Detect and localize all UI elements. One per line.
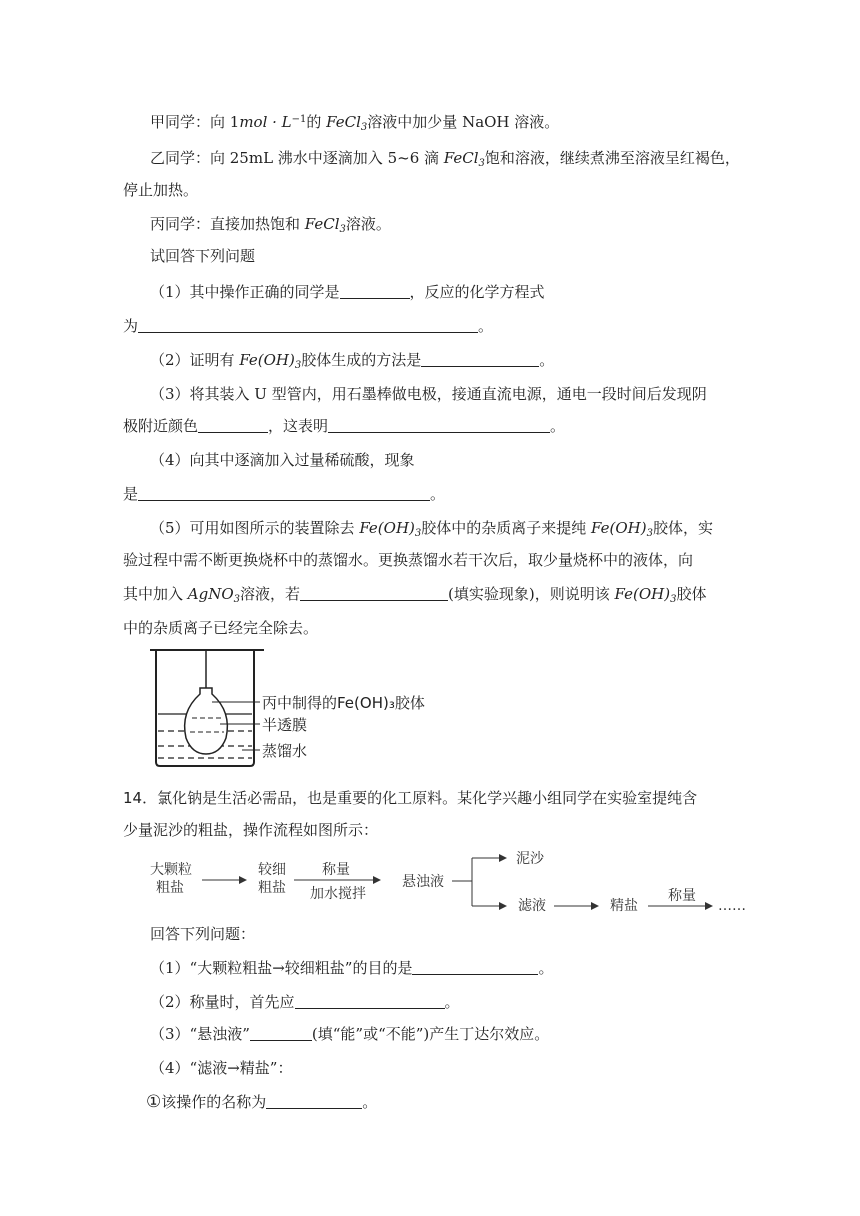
fecl3-formula: FeCl$_3$ — [304, 215, 346, 235]
answer-blank[interactable] — [412, 959, 538, 975]
q13-5-text-i: 中的杂质离子已经完全除去。 — [123, 619, 319, 637]
flow-diagram — [140, 846, 760, 918]
q13-5-cont1 — [123, 550, 693, 570]
question-number: 14． — [123, 789, 158, 807]
q14-3-line — [150, 1024, 549, 1044]
answer-blank[interactable] — [266, 1093, 362, 1109]
yi-text: 乙同学：向 25mL 沸水中逐滴加入 5~6 滴 — [150, 149, 444, 167]
answer-blank[interactable] — [198, 417, 268, 433]
bing-text: 丙同学：直接加热饱和 — [150, 215, 305, 233]
answer-blank[interactable] — [250, 1025, 312, 1041]
q13-1-cont — [123, 316, 493, 336]
q13-3-text-b: 极附近颜色 — [123, 417, 199, 435]
prompt-line — [150, 246, 255, 266]
q13-4-line — [150, 450, 415, 470]
bing-suffix: 溶液。 — [345, 215, 391, 233]
q14-intro-cont — [123, 820, 378, 840]
answer-blank[interactable] — [340, 283, 410, 299]
jia-line — [150, 112, 559, 132]
yi-suffix: 饱和溶液，继续煮沸至溶液呈红褐色， — [484, 149, 740, 167]
q13-4-text-b: 是 — [123, 485, 139, 503]
q13-4-text: （4）向其中逐滴加入过量稀硫酸，现象 — [150, 451, 415, 469]
yi-cont: 停止加热。 — [123, 181, 199, 199]
answer-blank[interactable] — [421, 351, 539, 367]
q13-5-text-e: 其中加入 — [123, 585, 188, 603]
q13-5-text-f: 溶液，若 — [240, 585, 301, 603]
answer-prompt — [150, 924, 255, 944]
circled-number: ① — [146, 1092, 162, 1112]
q13-1-text: （1）其中操作正确的同学是 — [150, 283, 340, 301]
q13-3-cont — [123, 416, 565, 436]
answer-prompt-text: 回答下列问题： — [150, 925, 256, 943]
q13-2-text-c: 。 — [539, 351, 555, 369]
q13-3-text: （3）将其装入 U 型管内，用石墨棒做电极，接通直流电源，通电一段时间后发现阴 — [150, 385, 707, 403]
q14-4-1-text-b: 。 — [362, 1093, 378, 1111]
yi-line — [150, 148, 740, 168]
q14-intro-2: 少量泥沙的粗盐，操作流程如图所示： — [123, 821, 379, 839]
q14-2-text-b: 。 — [444, 993, 460, 1011]
q14-3-text: （3）“悬浊液” — [150, 1025, 250, 1043]
q13-5-text-h: 胶体 — [676, 585, 707, 603]
flow-node-refined-salt: 精盐 — [610, 898, 638, 914]
q13-5-cont3 — [123, 618, 318, 638]
q13-4-text-c: 。 — [430, 485, 446, 503]
q13-1-text-b: ，反应的化学方程式 — [409, 283, 545, 301]
yi-cont-line — [123, 180, 198, 200]
q13-5-cont2 — [123, 584, 706, 604]
feoh3-formula: $Fe(OH)_3$ — [591, 519, 653, 539]
flow-step-dissolve: 加水搅拌 — [310, 886, 366, 902]
q14-intro: 氯化钠是生活必需品，也是重要的化工原料。某化学兴趣小组同学在实验室提纯含 — [157, 789, 698, 807]
feoh3-formula: $Fe(OH)_3$ — [614, 585, 677, 605]
q13-5-text-g: (填实验现象)，则说明该 — [448, 585, 615, 603]
q13-1-line — [150, 282, 545, 302]
q14-4-1-text: 该操作的名称为 — [161, 1093, 267, 1111]
q14-1-text: （1）“大颗粒粗盐→较细粗盐”的目的是 — [150, 959, 413, 977]
q13-3-text-d: 。 — [550, 417, 566, 435]
agno3-formula: AgNO$_3$ — [187, 585, 241, 605]
answer-blank[interactable] — [328, 417, 550, 433]
q13-3-line — [150, 384, 707, 404]
q13-5-line — [150, 518, 713, 538]
jia-text: 甲同学：向 1 — [150, 113, 240, 131]
fecl3-formula: FeCl$_3$ — [443, 149, 485, 169]
q13-1-text-d: 。 — [478, 317, 494, 335]
flow-step-weigh: 称量 — [322, 862, 350, 878]
flow-node-suspension: 悬浊液 — [402, 874, 444, 890]
q13-3-text-c: ，这表明 — [268, 417, 329, 435]
q13-5-text: （5）可用如图所示的装置除去 — [150, 519, 360, 537]
q13-1-text-c: 为 — [123, 317, 139, 335]
colloid-label: 丙中制得的Fe(OH)₃胶体 — [262, 694, 425, 712]
water-label: 蒸馏水 — [262, 742, 308, 760]
q14-1-text-b: 。 — [538, 959, 554, 977]
answer-blank[interactable] — [138, 485, 430, 501]
flow-node-fine-salt-2: 粗盐 — [258, 880, 286, 896]
flow-node-coarse-salt-2: 粗盐 — [156, 880, 184, 896]
q13-2-text-b: 胶体生成的方法是 — [301, 351, 422, 369]
answer-blank[interactable] — [138, 317, 478, 333]
q13-5-text-b: 胶体中的杂质离子来提纯 — [421, 519, 592, 537]
q13-5-text-d: 验过程中需不断更换烧杯中的蒸馏水。更换蒸馏水若干次后，取少量烧杯中的液体，向 — [123, 551, 694, 569]
q13-5-text-c: 胶体，实 — [652, 519, 713, 537]
jia-suffix: 溶液中加少量 NaOH 溶液。 — [367, 113, 560, 131]
q14-1-line — [150, 958, 553, 978]
unit-text: mol · L — [239, 113, 292, 131]
feoh3-formula: $Fe(OH)_3$ — [359, 519, 422, 539]
q14-4-line — [150, 1058, 292, 1078]
q14-2-line — [150, 992, 460, 1012]
jia-mid: 的 — [306, 113, 327, 131]
q14-4-text: （4）“滤液→精盐”： — [150, 1059, 293, 1077]
flow-node-filtrate: 滤液 — [518, 898, 546, 914]
q13-2-text: （2）证明有 — [150, 351, 240, 369]
flow-node-fine-salt: 较细 — [258, 862, 286, 878]
flow-node-coarse-salt: 大颗粒 — [150, 862, 192, 878]
q13-2-line — [150, 350, 554, 370]
q14-4-1-line — [146, 1092, 377, 1112]
q13-4-cont — [123, 484, 445, 504]
q14-intro-line — [123, 788, 697, 808]
flow-step-weigh-2: 称量 — [668, 888, 696, 904]
q14-2-text: （2）称量时，首先应 — [150, 993, 295, 1011]
bing-line — [150, 214, 391, 234]
answer-blank[interactable] — [300, 585, 448, 601]
dialysis-figure — [146, 646, 486, 770]
feoh3-formula: $Fe(OH)_3$ — [239, 351, 302, 371]
q14-3-text-b: (填“能”或“不能”)产生丁达尔效应。 — [311, 1025, 550, 1043]
prompt-text: 试回答下列问题 — [150, 247, 256, 265]
membrane-label: 半透膜 — [262, 716, 308, 734]
fecl3-formula: FeCl$_3$ — [326, 113, 368, 133]
answer-blank[interactable] — [295, 993, 445, 1009]
flow-ellipsis: …… — [718, 898, 746, 914]
flow-node-sediment: 泥沙 — [516, 851, 544, 867]
membrane-bag — [185, 688, 228, 754]
exponent: −1 — [291, 114, 307, 125]
